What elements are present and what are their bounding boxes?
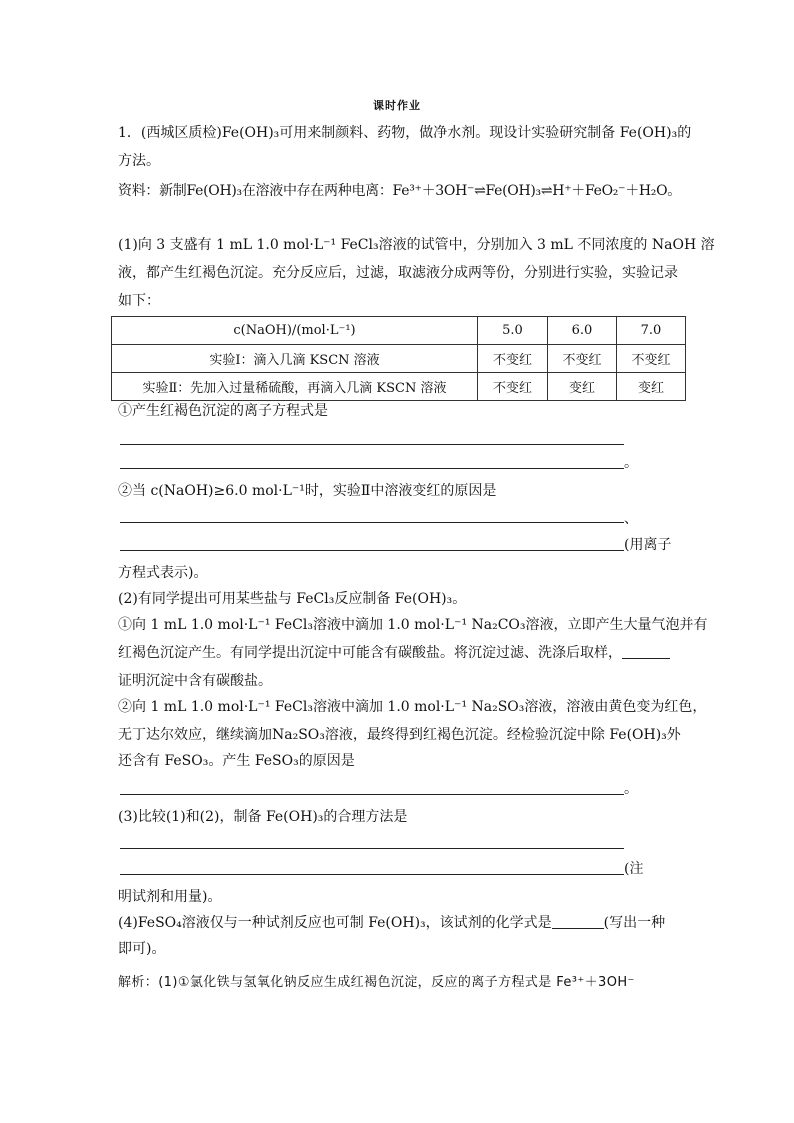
answer-line[interactable] (120, 794, 624, 795)
question-1-line-1: 1．(西城区质检)Fe(OH)₃可用来制颜料、药物，做净水剂。现设计实验研究制备 Fe(OH)₃的 (118, 125, 692, 141)
table-cell: 变红 (617, 373, 686, 401)
comma-mark: 、 (624, 511, 638, 527)
table-header-cell: 5.0 (478, 317, 548, 345)
table-header-cell: 6.0 (548, 317, 617, 345)
part-2-2-line-2: 无丁达尔效应，继续滴加Na₂SO₃溶液，最终得到红褐色沉淀。经检验沉淀中除 Fe(OH)₃外 (118, 727, 681, 743)
part-2-intro: (2)有同学提出可用某些盐与 FeCl₃反应制备 Fe(OH)₃。 (118, 591, 467, 607)
table-cell: 不变红 (548, 345, 617, 373)
part-3-end: 明试剂和用量)。 (118, 889, 222, 905)
page-title: 课时作业 (373, 99, 421, 112)
table-header-cell: c(NaOH)/(mol·L⁻¹) (112, 317, 478, 345)
table-cell: 不变红 (478, 373, 548, 401)
table-header-cell: 7.0 (617, 317, 686, 345)
part-3-question: (3)比较(1)和(2)，制备 Fe(OH)₃的合理方法是 (118, 809, 408, 825)
period-mark: 。 (624, 455, 638, 471)
experiment-table (111, 316, 686, 401)
table-header-row (112, 317, 686, 345)
answer-line[interactable] (120, 522, 624, 523)
part-1-line-2: 液，都产生红褐色沉淀。充分反应后，过滤，取滤液分成两等份，分别进行实验，实验记录 (118, 265, 678, 281)
part-2-2-line-1: ②向 1 mL 1.0 mol·L⁻¹ FeCl₃溶液中滴加 1.0 mol·L⁻¹ Na₂SO₃溶液，溶液由黄色变为红色， (118, 699, 707, 715)
part-2-1-line-3: 证明沉淀中含有碳酸盐。 (118, 673, 272, 689)
part-4-line-1: (4)FeSO₄溶液仅与一种试剂反应也可制 Fe(OH)₃，该试剂的化学式是 (写出一种 (118, 915, 666, 931)
table-cell: 实验Ⅱ：先加入过量稀硫酸，再滴入几滴 KSCN 溶液 (112, 373, 478, 401)
answer-line[interactable] (120, 848, 624, 849)
table-cell: 不变红 (478, 345, 548, 373)
reference-info: 资料：新制Fe(OH)₃在溶液中存在两种电离：Fe³⁺＋3OH⁻⇌Fe(OH)₃⇌H⁺＋FeO₂⁻＋H₂O。 (118, 183, 682, 199)
sub-question-2-end: 方程式表示)。 (118, 565, 208, 581)
table-cell: 实验Ⅰ：滴入几滴 KSCN 溶液 (112, 345, 478, 373)
part-2-1-line-1: ①向 1 mL 1.0 mol·L⁻¹ FeCl₃溶液中滴加 1.0 mol·L⁻¹ Na₂CO₃溶液，立即产生大量气泡并有 (118, 617, 708, 633)
fill-in-blank[interactable] (622, 644, 670, 659)
table-cell: 变红 (548, 373, 617, 401)
question-1-line-2: 方法。 (118, 153, 160, 169)
sub-question-2: ②当 c(NaOH)≥6.0 mol·L⁻¹时，实验Ⅱ中溶液变红的原因是 (118, 483, 497, 499)
sub-question-1: ①产生红褐色沉淀的离子方程式是 (118, 403, 328, 419)
sub-question-2-tail: (用离子 (624, 537, 672, 553)
table-row (112, 345, 686, 373)
fill-in-blank[interactable] (552, 914, 604, 929)
answer-line[interactable] (120, 468, 624, 469)
part-2-2-line-3: 还含有 FeSO₃。产生 FeSO₃的原因是 (118, 753, 355, 769)
answer-line[interactable] (120, 874, 624, 875)
part-3-tail: (注 (624, 861, 644, 877)
answer-line[interactable] (120, 444, 624, 445)
part-4-line-2: 即可)。 (118, 941, 166, 957)
analysis-text: 解析：(1)①氯化铁与氢氧化钠反应生成红褐色沉淀，反应的离子方程式是 Fe³⁺＋3OH⁻ (118, 975, 635, 990)
part-1-line-1: (1)向 3 支盛有 1 mL 1.0 mol·L⁻¹ FeCl₃溶液的试管中，分别加入 3 mL 不同浓度的 NaOH 溶 (118, 237, 715, 253)
part-2-1-line-2: 红褐色沉淀产生。有同学提出沉淀中可能含有碳酸盐。将沉淀过滤、洗涤后取样， (118, 644, 670, 662)
answer-line[interactable] (120, 550, 624, 551)
period-mark: 。 (624, 781, 638, 797)
part-1-line-3: 如下： (118, 293, 160, 309)
table-cell: 不变红 (617, 345, 686, 373)
table-row (112, 373, 686, 401)
